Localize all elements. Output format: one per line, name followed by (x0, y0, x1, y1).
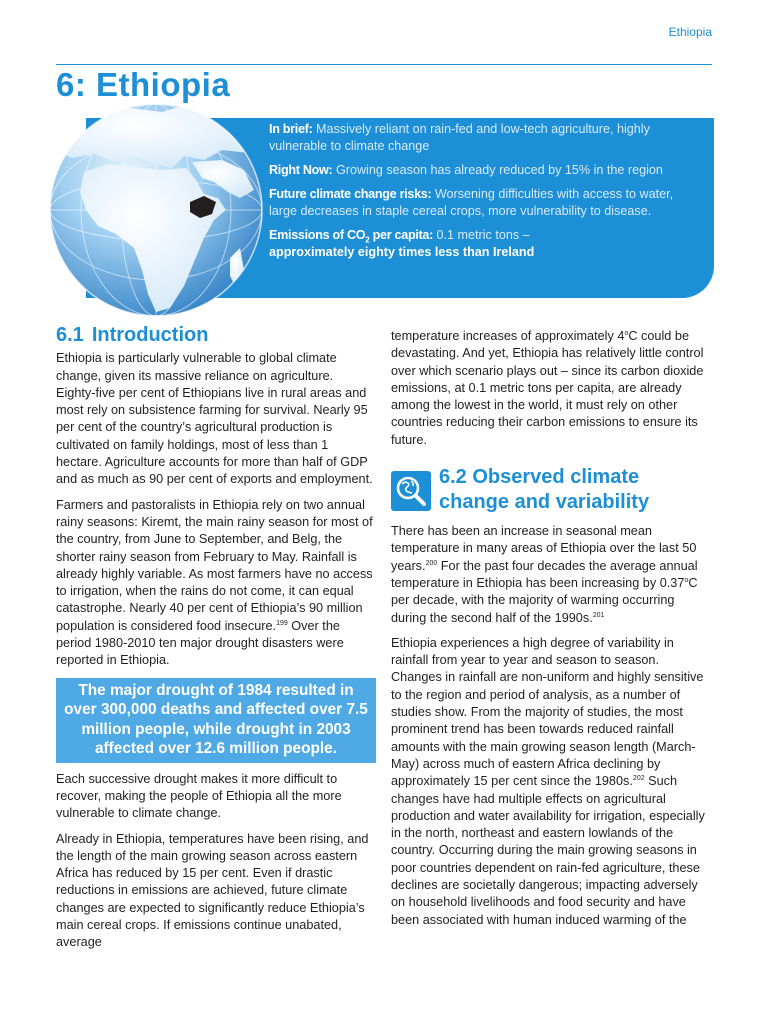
emissions-comparison: approximately eighty times less than Ireland (269, 245, 535, 259)
paragraph: Each successive drought makes it more difficult to recover, making the people of Ethiopia all the more vulnerable to climate change. (56, 771, 342, 821)
emissions-item (269, 227, 701, 261)
in-brief-text (269, 121, 701, 268)
paragraph: Farmers and pastoralists in Ethiopia rely on two annual rainy seasons: Kiremt, the main rainy season for most of the country, from June to September, and Belg, the shorter rainy season from February to May. Rainfall is already highly variable. As most farmers have no access to irrigation, when the rains do not come, it can equal catastrophe. Nearly 40 per cent of Ethiopia’s 90 million population is considered food insecure.$^{199}$ Over the period 1980-2010 ten major drought disasters were reported in Ethiopia. (56, 497, 373, 668)
paragraph: Already in Ethiopia, temperatures have been rising, and the length of the main growing season across eastern Africa has reduced by 15 per cent. Even if drastic reductions in emissions are achieved, future climate changes are expected to significantly reduce Ethiopia’s main cereal crops. If emissions continue unabated, average (56, 831, 369, 950)
paragraph: There has been an increase in seasonal mean temperature in many areas of Ethiopia over the last 50 years.$^{200}$ For the past four decades the average annual temperature in Ethiopia has been increasing by 0.37$^o$C per decade, with the majority of warming occurring during the second half of the 1990s.$^{201}$ (391, 524, 698, 625)
paragraph: temperature increases of approximately 4$^o$C could be devastating. And yet, Ethiopia has relatively little control over which scenario plays out – since its carbon dioxide emissions, at 0.1 metric tons per capita, are already among the lowest in the world, it must rely on other countries reducing their carbon emissions to ensure its future. (391, 329, 704, 447)
emissions-value: 0.1 metric tons – (436, 228, 530, 242)
globe-africa-icon (44, 98, 268, 322)
chapter-title: 6: Ethiopia (56, 66, 231, 103)
in-brief-item (269, 121, 701, 155)
pull-quote: The major drought of 1984 resulted in over 300,000 deaths and affected over 7.5 million people, while drought in 2003 affected over 12.6 million people. (56, 678, 376, 763)
right-column (391, 328, 713, 937)
paragraph: Ethiopia is particularly vulnerable to global climate change, given its massive reliance on agriculture. Eighty-five per cent of Ethiopians live in rural areas and most rely on subsistence farming for survival. Nearly 95 per cent of the country’s agricultural production is cultivated on family holdings, most of less than 1 hectare. Agriculture accounts for more than half of GDP and as much as 90 per cent of exports and employment. (56, 351, 373, 487)
in-brief-value: Massively reliant on rain-fed and low-tech agriculture, highly vulnerable to climate change (269, 122, 650, 153)
right-now-label: Right Now: (269, 163, 333, 177)
running-header: Ethiopia (668, 25, 712, 39)
footnote-ref: 200 (425, 559, 438, 567)
globe-magnifier-icon (391, 471, 431, 511)
header-rule (56, 64, 712, 65)
section-title: 6.2 Observed climate change and variability (439, 466, 650, 514)
section-heading-observed-climate (391, 465, 713, 515)
panel-rule-tick (706, 266, 714, 267)
in-brief-label: In brief: (269, 122, 313, 136)
footnote-ref: 201 (592, 611, 605, 619)
footnote-ref: 202 (632, 775, 645, 782)
section-heading-introduction: 6.1 Introduction (56, 324, 209, 346)
right-now-value: Growing season has already reduced by 15% in the region (335, 163, 663, 177)
future-risks-item (269, 186, 701, 220)
left-column (56, 324, 376, 960)
right-now-item (269, 162, 701, 179)
future-risks-value: Worsening difficulties with access to water, large decreases in staple cereal crops, more vulnerability to disease. (269, 187, 674, 218)
emissions-label: Emissions of $CO_2$ per capita: (269, 228, 434, 245)
footnote-ref: 199 (276, 619, 288, 627)
paragraph: Ethiopia experiences a high degree of variability in rainfall from year to year and season to season. Changes in rainfall are non-uniform and highly sensitive to the region and period of analysis, as a number of studies show. From the majority of studies, the most prominent trend has been towards reduced rainfall amounts with the main growing season length (March-May) across much of eastern Africa declining by approximately 15 per cent since the 1980s.$^{202}$ Such changes have had multiple effects on agricultural production and water availability for irrigation, especially in the north, northeast and eastern lowlands of the country. Occurring during the main growing seasons in poor countries dependent on rain-fed agriculture, these declines are societally dangerous; impacting adversely on household livelihoods and food security and have been associated with human induced warming of the (391, 635, 705, 927)
future-risks-label: Future climate change risks: (269, 187, 432, 201)
